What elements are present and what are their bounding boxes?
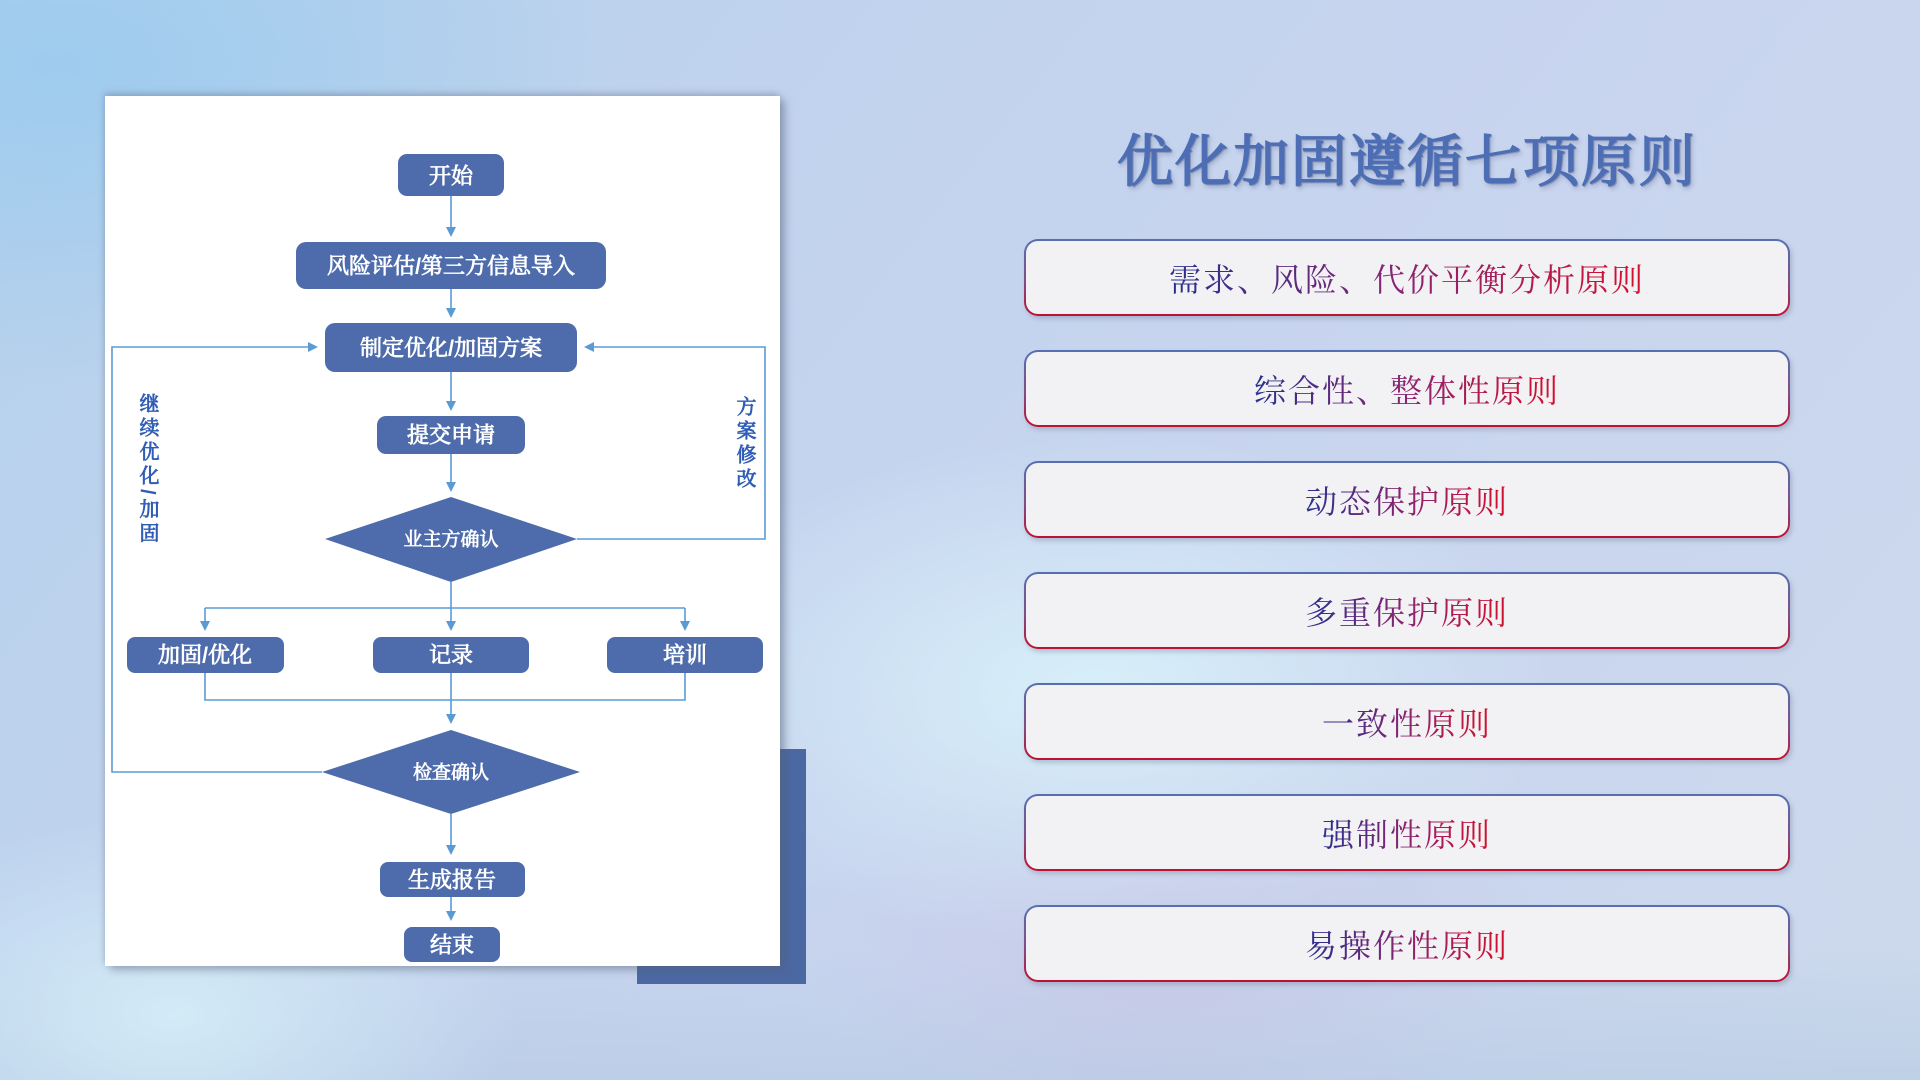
flow-node-start xyxy=(398,154,504,196)
principle-item-5 xyxy=(1024,683,1790,760)
principle-item-4 xyxy=(1024,572,1790,649)
principle-item-7 xyxy=(1024,905,1790,982)
principle-item-1-label: 需求、风险、代价平衡分析原则 xyxy=(1169,255,1645,301)
loop-label-plan-revision: 方案修改 xyxy=(733,396,755,492)
flow-node-end xyxy=(404,927,500,962)
principle-item-2-label: 综合性、整体性原则 xyxy=(1254,366,1560,412)
flow-node-record-label: 记录 xyxy=(428,642,474,668)
principle-item-1 xyxy=(1024,239,1790,316)
flow-node-plan-label: 制定优化/加固方案 xyxy=(359,335,543,361)
flowchart-card xyxy=(105,96,780,966)
principle-item-4-label: 多重保护原则 xyxy=(1305,588,1509,634)
flow-decision-owner-label: 业主方确认 xyxy=(403,529,499,551)
flow-node-record xyxy=(373,637,529,673)
flow-node-training xyxy=(607,637,763,673)
flow-node-submit-request xyxy=(377,416,525,454)
flow-node-generate-report xyxy=(380,862,525,897)
principles-list xyxy=(1024,239,1790,982)
loop-label-continue-optimize: 继续优化/加固 xyxy=(136,393,158,547)
flow-node-end-label: 结束 xyxy=(429,932,475,958)
principle-item-6 xyxy=(1024,794,1790,871)
flow-node-make-plan xyxy=(325,323,577,372)
principle-item-6-label: 强制性原则 xyxy=(1322,810,1492,856)
principle-item-5-label: 一致性原则 xyxy=(1322,699,1492,745)
line-merge-left xyxy=(205,673,451,700)
line-merge-right xyxy=(451,673,685,700)
flow-node-submit-label: 提交申请 xyxy=(406,422,496,448)
flow-decision-owner-confirm xyxy=(325,497,577,582)
principle-item-7-label: 易操作性原则 xyxy=(1305,921,1509,967)
flow-decision-check-confirm xyxy=(322,730,580,814)
principle-item-2 xyxy=(1024,350,1790,427)
flow-node-start-label: 开始 xyxy=(428,163,474,189)
principles-panel xyxy=(1024,0,1790,1080)
flowchart-svg xyxy=(105,96,780,966)
principle-item-3 xyxy=(1024,461,1790,538)
principle-item-3-label: 动态保护原则 xyxy=(1305,477,1509,523)
slide-title: 优化加固遵循七项原则 xyxy=(1117,130,1697,193)
flow-node-report-label: 生成报告 xyxy=(407,867,497,893)
flow-node-reinforce-optimize xyxy=(127,637,284,673)
flow-node-reinforce-label: 加固/优化 xyxy=(157,642,253,668)
flow-node-risk-assessment xyxy=(296,242,606,289)
flow-decision-check-label: 检查确认 xyxy=(412,762,490,784)
flow-node-training-label: 培训 xyxy=(662,642,708,668)
flow-node-risk-label: 风险评估/第三方信息导入 xyxy=(326,253,576,279)
